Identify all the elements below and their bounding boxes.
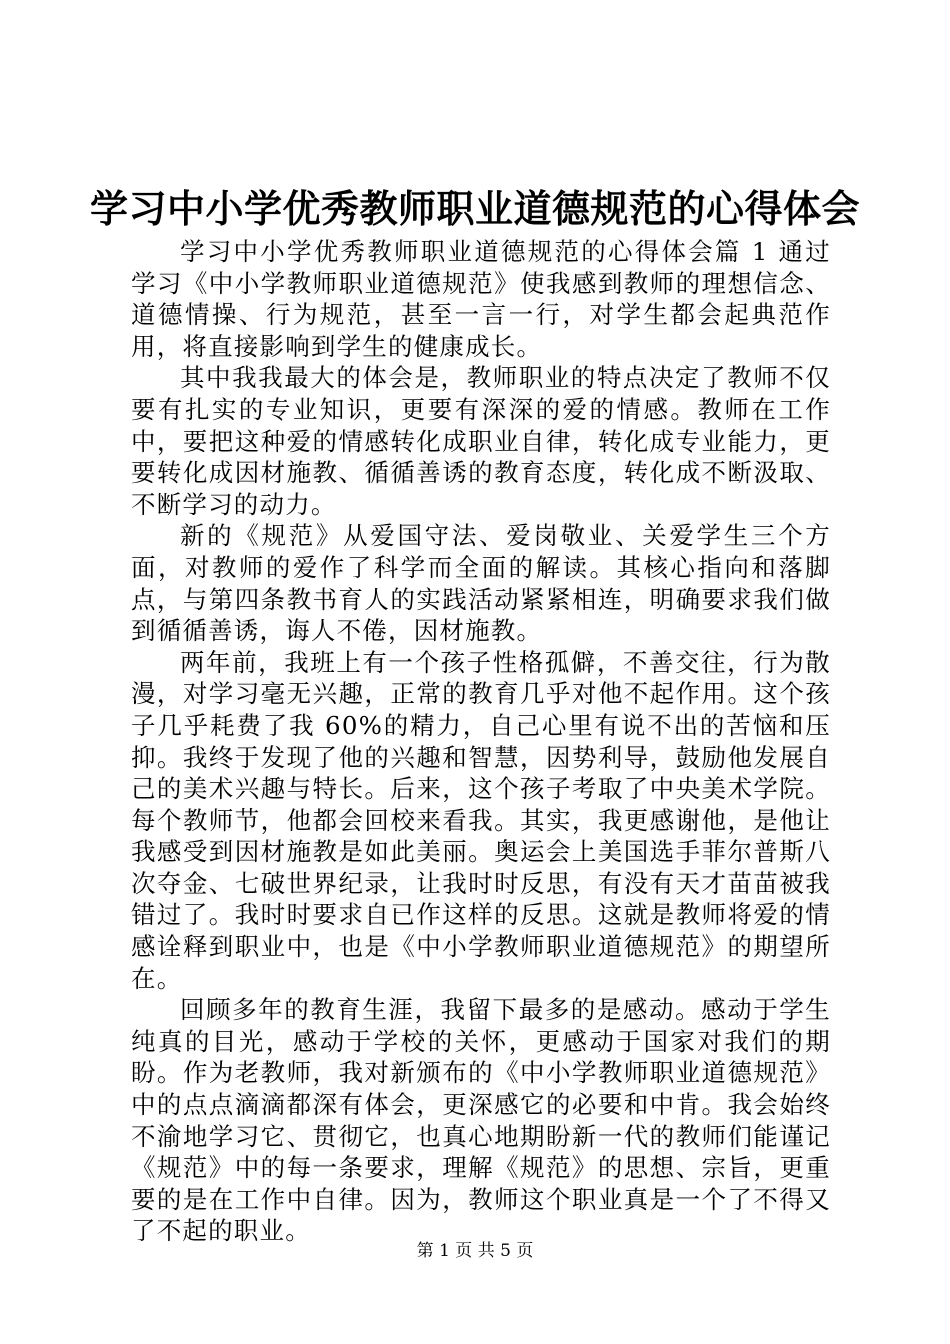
paragraph-2: 其中我我最大的体会是，教师职业的特点决定了教师不仅要有扎实的专业知识，更要有深深的爱的情感。教师在工作中，要把这种爱的情感转化成职业自律，转化成专业能力，更要转化成因材施教、循循善诱的教育态度，转化成不断汲取、不断学习的动力。: [131, 363, 831, 519]
paragraph-1: 学习中小学优秀教师职业道德规范的心得体会篇 1 通过学习《中小学教师职业道德规范》使我感到教师的理想信念、道德情操、行为规范，甚至一言一行，对学生都会起典范作用，将直接影响到学生的健康成长。: [131, 237, 831, 361]
paragraph-3: 新的《规范》从爱国守法、爱岗敬业、关爱学生三个方面，对教师的爱作了科学而全面的解读。其核心指向和落脚点，与第四条教书育人的实践活动紧紧相连，明确要求我们做到循循善诱，诲人不倦，因材施教。: [131, 521, 831, 646]
page-number: 第 1 页 共 5 页: [416, 1241, 534, 1261]
document-body: [131, 236, 831, 1247]
paragraph-5: 回顾多年的教育生涯，我留下最多的是感动。感动于学生纯真的目光，感动于学校的关怀，更感动于国家对我们的期盼。作为老教师，我对新颁布的《中小学教师职业道德规范》中的点点滴滴都深有体会，更深感它的必要和中肯。我会始终不渝地学习它、贯彻它，也真心地期盼新一代的教师们能谨记《规范》中的每一条要求，理解《规范》的思想、宗旨，更重要的是在工作中自律。因为，教师这个职业真是一个了不得又了不起的职业。: [131, 995, 831, 1246]
page-footer: [0, 1240, 950, 1262]
document-title: 学习中小学优秀教师职业道德规范的心得体会: [89, 186, 860, 231]
paragraph-4: 两年前，我班上有一个孩子性格孤僻，不善交往，行为散漫，对学习毫无兴趣，正常的教育几乎对他不起作用。这个孩子几乎耗费了我 60%的精力，自己心里有说不出的苦恼和压抑。我终于发现了他的兴趣和智慧，因势利导，鼓励他发展自己的美术兴趣与特长。后来，这个孩子考取了中央美术学院。每个教师节，他都会回校来看我。其实，我更感谢他，是他让我感受到因材施教是如此美丽。奥运会上美国选手菲尔普斯八次夺金、七破世界纪录，让我时时反思，有没有天才苗苗被我错过了。我时时要求自已作这样的反思。这就是教师将爱的情感诠释到职业中，也是《中小学教师职业道德规范》的期望所在。: [131, 647, 831, 993]
